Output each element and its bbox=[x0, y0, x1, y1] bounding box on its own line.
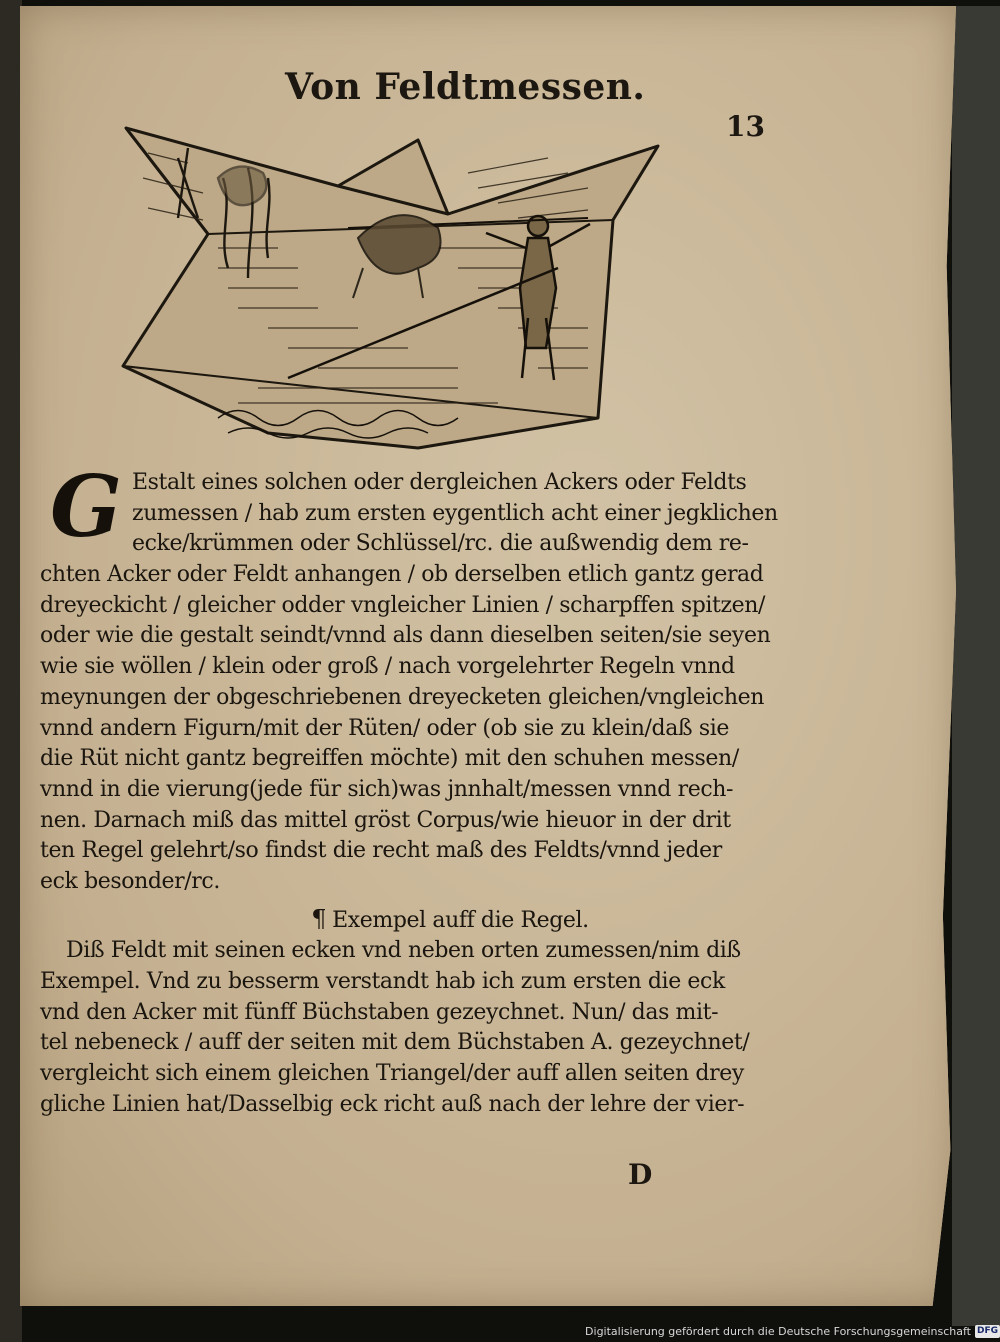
body-text bbox=[40, 457, 778, 1120]
section-heading bbox=[40, 904, 740, 935]
section-heading-text: Exempel auff die Regel. bbox=[332, 907, 589, 933]
text-line: Exempel. Vnd zu besserm verstandt hab ich zum ersten die eck bbox=[40, 969, 725, 994]
text-line: zumessen / hab zum ersten eygentlich acht einer jegklichen bbox=[132, 500, 778, 526]
text-line: vnd den Acker mit fünff Büchstaben gezeychnet. Nun/ das mit- bbox=[40, 999, 719, 1025]
text-line: ecke/krümmen oder Schlüssel/rc. die außwendig dem re- bbox=[132, 531, 749, 557]
dfg-logo: DFG bbox=[976, 1325, 998, 1336]
woodcut-illustration bbox=[118, 118, 668, 458]
page-number: 13 bbox=[726, 110, 765, 143]
text-line: gliche Linien hat/Dasselbig eck richt auß nach der lehre der vier- bbox=[40, 1091, 745, 1117]
pilcrow-mark: ¶ bbox=[311, 904, 327, 933]
text-line: wie sie wöllen / klein oder groß / nach vorgelehrter Regeln vnnd bbox=[40, 654, 735, 680]
text-line: oder wie die gestalt seindt/vnnd als dann dieselben seiten/sie seyen bbox=[40, 623, 771, 649]
text-line: meynungen der obgeschriebenen dreyecketen gleichen/vngleichen bbox=[40, 684, 765, 710]
text-line: vnnd in die vierung(jede für sich)was jnnhalt/messen vnnd rech- bbox=[40, 776, 734, 802]
running-head: Von Feldtmessen. bbox=[285, 66, 646, 108]
text-line: die Rüt nicht gantz begreiffen möchte) mit den schuhen messen/ bbox=[40, 746, 739, 772]
field-outline bbox=[123, 128, 658, 448]
text-line: Diß Feldt mit seinen ecken vnd neben orten zumessen/nim diß bbox=[66, 938, 741, 964]
text-line: eck besonder/rc. bbox=[40, 868, 220, 894]
text-line: dreyeckicht / gleicher odder vngleicher Linien / scharpffen spitzen/ bbox=[40, 592, 766, 618]
text-line: tel nebeneck / auff der seiten mit dem Büchstaben A. gezeychnet/ bbox=[40, 1030, 750, 1056]
text-line: vnnd andern Figurn/mit der Rüten/ oder (ob sie zu klein/daß sie bbox=[40, 715, 729, 741]
drop-cap-initial: G bbox=[50, 457, 122, 556]
credit-text: Digitalisierung gefördert durch die Deutsche Forschungsgemeinschaft bbox=[585, 1324, 971, 1338]
text-line: nen. Darnach miß das mittel gröst Corpus/wie hieuor in der drit bbox=[40, 807, 731, 833]
book-spine bbox=[0, 0, 22, 1342]
text-line: chten Acker oder Feldt anhangen / ob derselben etlich gantz gerad bbox=[40, 562, 764, 588]
text-line: Estalt eines solchen oder dergleichen Ackers oder Feldts bbox=[132, 470, 747, 495]
facing-page-edge bbox=[952, 6, 1000, 1326]
text-line: vergleicht sich einem gleichen Triangel/der auff allen seiten drey bbox=[40, 1061, 744, 1087]
text-line: ten Regel gelehrt/so findst die recht maß des Feldts/vnnd jeder bbox=[40, 838, 722, 864]
digitization-credit bbox=[585, 1322, 1000, 1340]
signature-mark: D bbox=[628, 1158, 653, 1191]
